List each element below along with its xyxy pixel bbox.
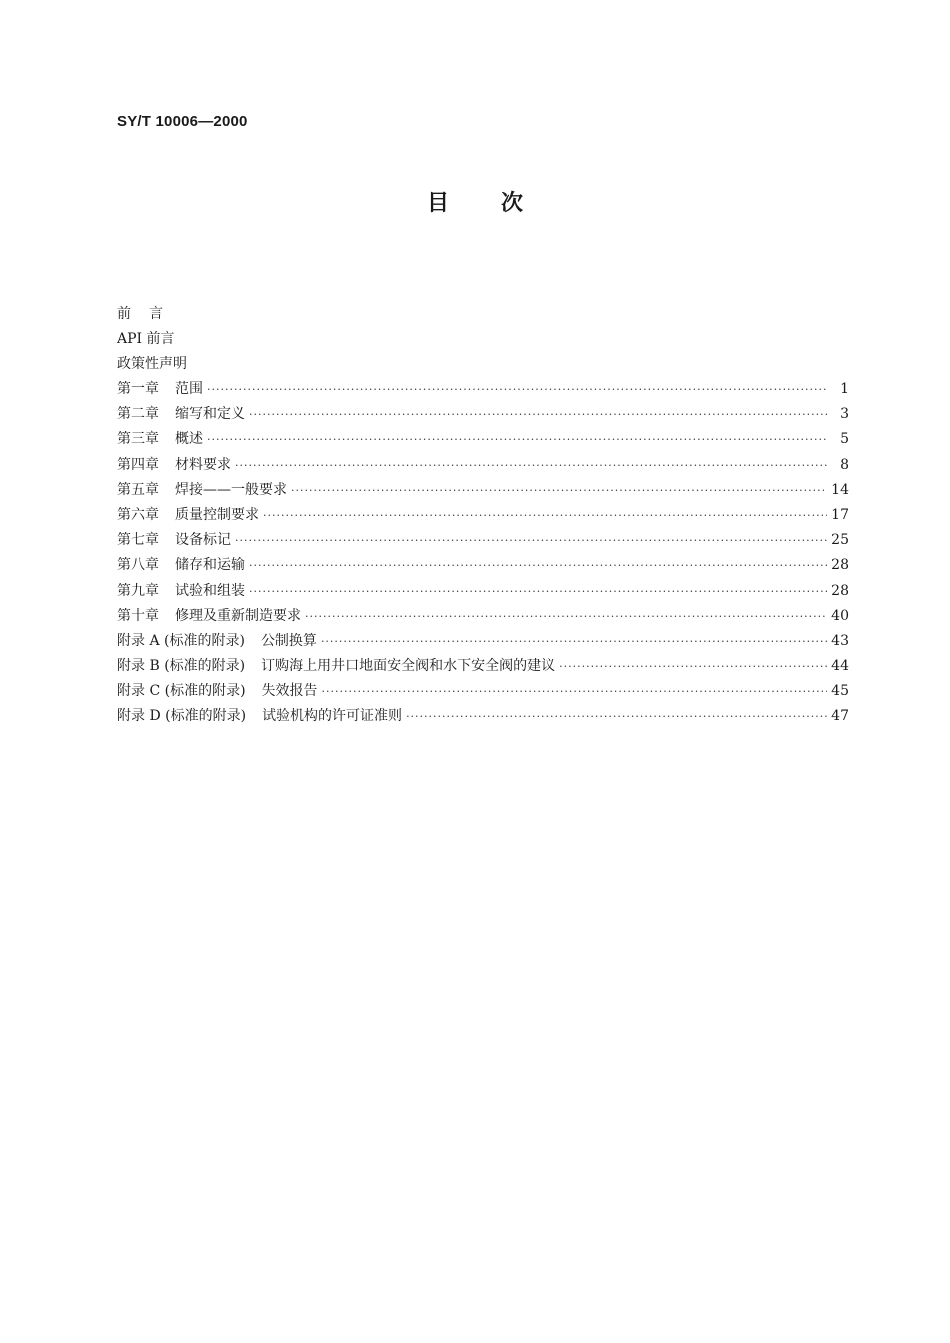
toc-entry-page: 17 bbox=[831, 506, 849, 523]
toc-entry-page: 40 bbox=[831, 607, 849, 624]
toc-entry-label: 第七章 bbox=[117, 532, 159, 549]
toc-leader-dots bbox=[305, 604, 827, 629]
toc-entry-title: 质量控制要求 bbox=[175, 506, 259, 523]
table-of-contents bbox=[117, 377, 849, 730]
toc-entry-label: 第八章 bbox=[117, 557, 159, 574]
toc-entry[interactable] bbox=[117, 377, 849, 402]
toc-entry-page: 45 bbox=[831, 683, 849, 700]
toc-entry-title: 订购海上用井口地面安全阀和水下安全阀的建议 bbox=[261, 658, 556, 675]
toc-entry-title: 失效报告 bbox=[261, 683, 318, 700]
toc-leader-dots bbox=[291, 478, 827, 503]
toc-entry-page: 5 bbox=[840, 431, 849, 448]
toc-entry[interactable] bbox=[117, 579, 849, 604]
toc-entry-label: 第四章 bbox=[117, 456, 159, 473]
toc-entry-title: 修理及重新制造要求 bbox=[175, 607, 301, 624]
toc-entry-page: 44 bbox=[831, 658, 849, 675]
toc-entry-title: 试验机构的许可证准则 bbox=[262, 708, 403, 725]
toc-entry[interactable] bbox=[117, 629, 849, 654]
toc-entry-title: 缩写和定义 bbox=[175, 406, 245, 423]
toc-entry[interactable] bbox=[117, 453, 849, 478]
toc-leader-dots bbox=[207, 427, 827, 452]
page-title: 目次 bbox=[426, 191, 575, 216]
toc-leader-dots bbox=[321, 629, 827, 654]
toc-entry[interactable] bbox=[117, 704, 849, 729]
standard-code: SY/T 10006—2000 bbox=[117, 113, 248, 130]
toc-leader-dots bbox=[235, 528, 827, 553]
toc-entry-label: 第三章 bbox=[117, 431, 159, 448]
toc-entry-title: 公制换算 bbox=[260, 632, 317, 649]
toc-entry-page: 14 bbox=[831, 481, 849, 498]
toc-entry-label: 第九章 bbox=[117, 582, 159, 599]
toc-entry[interactable] bbox=[117, 528, 849, 553]
toc-entry-title: 焊接——一般要求 bbox=[175, 481, 287, 498]
toc-entry[interactable] bbox=[117, 604, 849, 629]
front-matter-policy-statement[interactable]: 政策性声明 bbox=[117, 356, 187, 373]
toc-entry-page: 47 bbox=[831, 708, 849, 725]
toc-entry-title: 概述 bbox=[175, 431, 203, 448]
front-matter-api-preface[interactable]: API 前言 bbox=[117, 331, 175, 348]
toc-entry-title: 材料要求 bbox=[175, 456, 231, 473]
toc-leader-dots bbox=[249, 553, 827, 578]
toc-entry-title: 储存和运输 bbox=[175, 557, 245, 574]
toc-leader-dots bbox=[406, 704, 827, 729]
toc-entry-page: 43 bbox=[831, 632, 849, 649]
toc-entry[interactable] bbox=[117, 478, 849, 503]
toc-entry-label: 第二章 bbox=[117, 406, 159, 423]
toc-entry-label: 附录 C (标准的附录) bbox=[117, 683, 246, 700]
toc-leader-dots bbox=[207, 377, 827, 402]
toc-entry[interactable] bbox=[117, 679, 849, 704]
toc-entry-page: 8 bbox=[840, 456, 849, 473]
toc-entry-title: 范围 bbox=[175, 381, 203, 397]
toc-leader-dots bbox=[249, 402, 827, 427]
toc-entry-page: 25 bbox=[831, 532, 849, 549]
toc-entry-label: 附录 A (标准的附录) bbox=[117, 632, 245, 649]
toc-entry[interactable] bbox=[117, 553, 849, 578]
toc-leader-dots bbox=[322, 679, 827, 704]
toc-entry-page: 28 bbox=[831, 557, 849, 574]
toc-entry-title: 设备标记 bbox=[175, 532, 231, 549]
toc-entry-label: 第十章 bbox=[117, 607, 159, 624]
toc-entry[interactable] bbox=[117, 402, 849, 427]
toc-entry-label: 附录 D (标准的附录) bbox=[117, 708, 247, 725]
toc-entry-page: 3 bbox=[840, 406, 849, 423]
toc-entry[interactable] bbox=[117, 654, 849, 679]
toc-entry-title: 试验和组装 bbox=[175, 582, 245, 599]
toc-leader-dots bbox=[263, 503, 827, 528]
toc-leader-dots bbox=[235, 453, 827, 478]
toc-entry[interactable] bbox=[117, 427, 849, 452]
toc-entry-page: 28 bbox=[831, 582, 849, 599]
front-matter-list bbox=[117, 302, 187, 378]
toc-entry-label: 第一章 bbox=[117, 381, 159, 397]
toc-entry-page: 1 bbox=[840, 381, 849, 397]
toc-leader-dots bbox=[249, 579, 827, 604]
toc-entry-label: 第六章 bbox=[117, 506, 159, 523]
toc-entry-label: 第五章 bbox=[117, 481, 159, 498]
toc-entry[interactable] bbox=[117, 503, 849, 528]
front-matter-preface[interactable]: 前言 bbox=[117, 306, 181, 322]
toc-entry-label: 附录 B (标准的附录) bbox=[117, 658, 246, 675]
toc-leader-dots bbox=[559, 654, 827, 679]
